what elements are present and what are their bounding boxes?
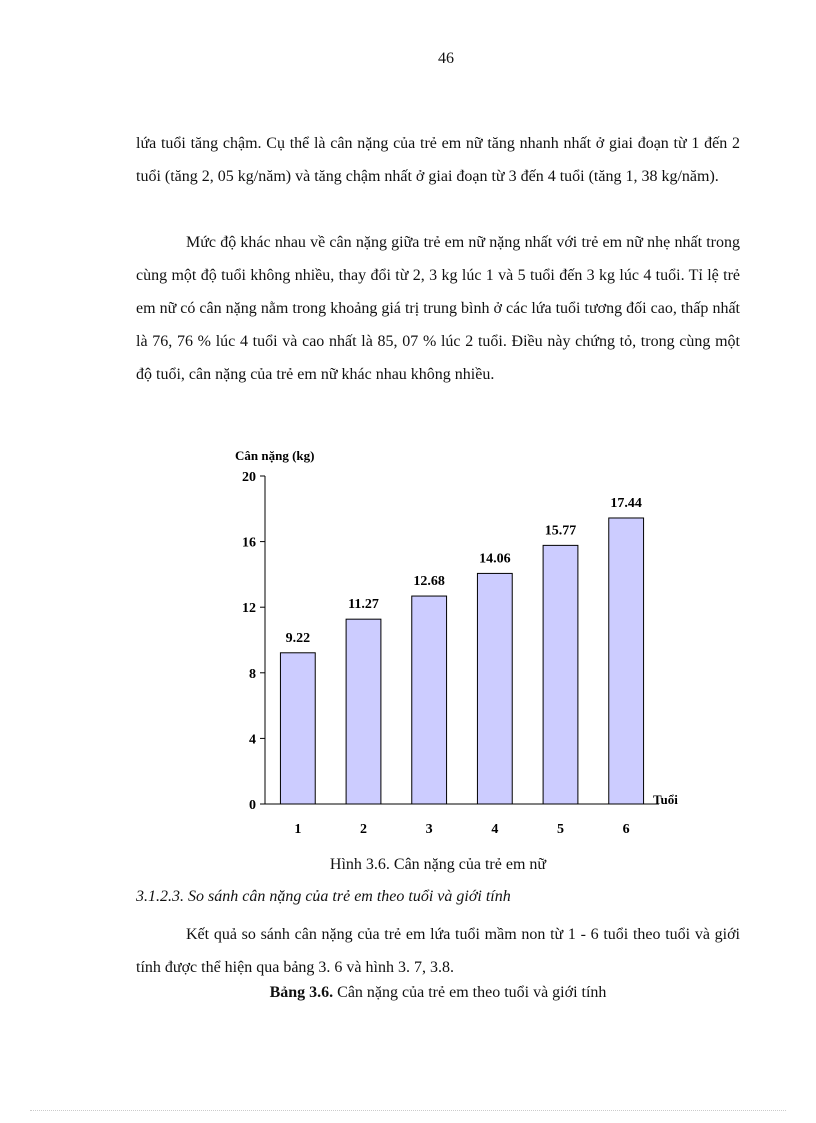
x-tick-label: 1 [294, 822, 302, 837]
data-label: 15.77 [544, 523, 577, 539]
footer-divider [30, 1110, 786, 1111]
x-axis-label: Tuổi [653, 792, 678, 807]
paragraph-2-text: Mức độ khác nhau về cân nặng giữa trẻ em nữ nặng nhất với trẻ em nữ nhẹ nhất trong cùng một độ tuổi không nhiều, thay đổi từ 2, 3 kg lúc 1 và 5 tuổi đến 3 kg lúc 4 tuổi. Tỉ lệ trẻ em nữ có cân nặng nằm trong khoảng giá trị trung bình ở các lứa tuổi tương đối cao, thấp nhất là 76, 76 % lúc 4 tuổi và cao nhất là 85, 07 % lúc 2 tuổi. Điều này chứng tỏ, trong cùng một độ tuổi, cân nặng của trẻ em nữ khác nhau không nhiều. [136, 234, 740, 383]
bar-age-4 [477, 573, 512, 804]
subsection-heading: 3.1.2.3. So sánh cân nặng của trẻ em theo tuổi và giới tính [136, 888, 511, 905]
data-label: 12.68 [413, 574, 445, 590]
table-label: Bảng 3.6. [269, 984, 334, 1001]
y-tick-label: 16 [242, 535, 256, 551]
x-tick-label: 6 [622, 822, 630, 837]
x-tick-label: 4 [491, 822, 499, 837]
paragraph-3 [136, 918, 740, 984]
paragraph-1-text: lứa tuổi tăng chậm. Cụ thể là cân nặng của trẻ em nữ tăng nhanh nhất ở giai đoạn từ 1 đến 2 tuổi (tăng 2, 05 kg/năm) và tăng chậm nhất ở giai đoạn từ 3 đến 4 tuổi (tăng 1, 38 kg/năm). [136, 135, 740, 185]
bar-age-2 [346, 619, 381, 804]
paragraph-1 [136, 127, 740, 193]
data-label: 17.44 [610, 495, 642, 511]
table-title-text: Cân nặng của trẻ em theo tuổi và giới tính [333, 984, 607, 1001]
y-axis-label: Cân nặng (kg) [235, 448, 315, 463]
weight-bar-chart [225, 440, 695, 840]
x-tick-label: 2 [360, 822, 367, 837]
bar-age-6 [609, 518, 644, 804]
figure-caption: Hình 3.6. Cân nặng của trẻ em nữ [329, 856, 547, 873]
y-tick-label: 0 [249, 798, 256, 813]
x-tick-label: 3 [425, 822, 433, 837]
y-tick-label: 12 [242, 601, 256, 617]
data-label: 9.22 [285, 630, 311, 646]
page-number: 46 [438, 50, 454, 67]
y-tick-label: 20 [242, 470, 256, 485]
bar-age-3 [412, 596, 447, 804]
x-tick-label: 5 [557, 822, 564, 837]
paragraph-3-text: Kết quả so sánh cân nặng của trẻ em lứa tuổi mầm non từ 1 - 6 tuổi theo tuổi và giới tính được thể hiện qua bảng 3. 6 và hình 3. 7, 3.8. [136, 926, 740, 976]
bar-age-1 [280, 653, 315, 804]
y-tick-label: 4 [249, 732, 256, 748]
data-label: 11.27 [348, 597, 379, 613]
table-title [0, 984, 816, 1002]
y-tick-label: 8 [249, 666, 256, 682]
paragraph-2 [136, 226, 740, 391]
data-label: 14.06 [479, 551, 511, 567]
bar-age-5 [543, 545, 578, 804]
